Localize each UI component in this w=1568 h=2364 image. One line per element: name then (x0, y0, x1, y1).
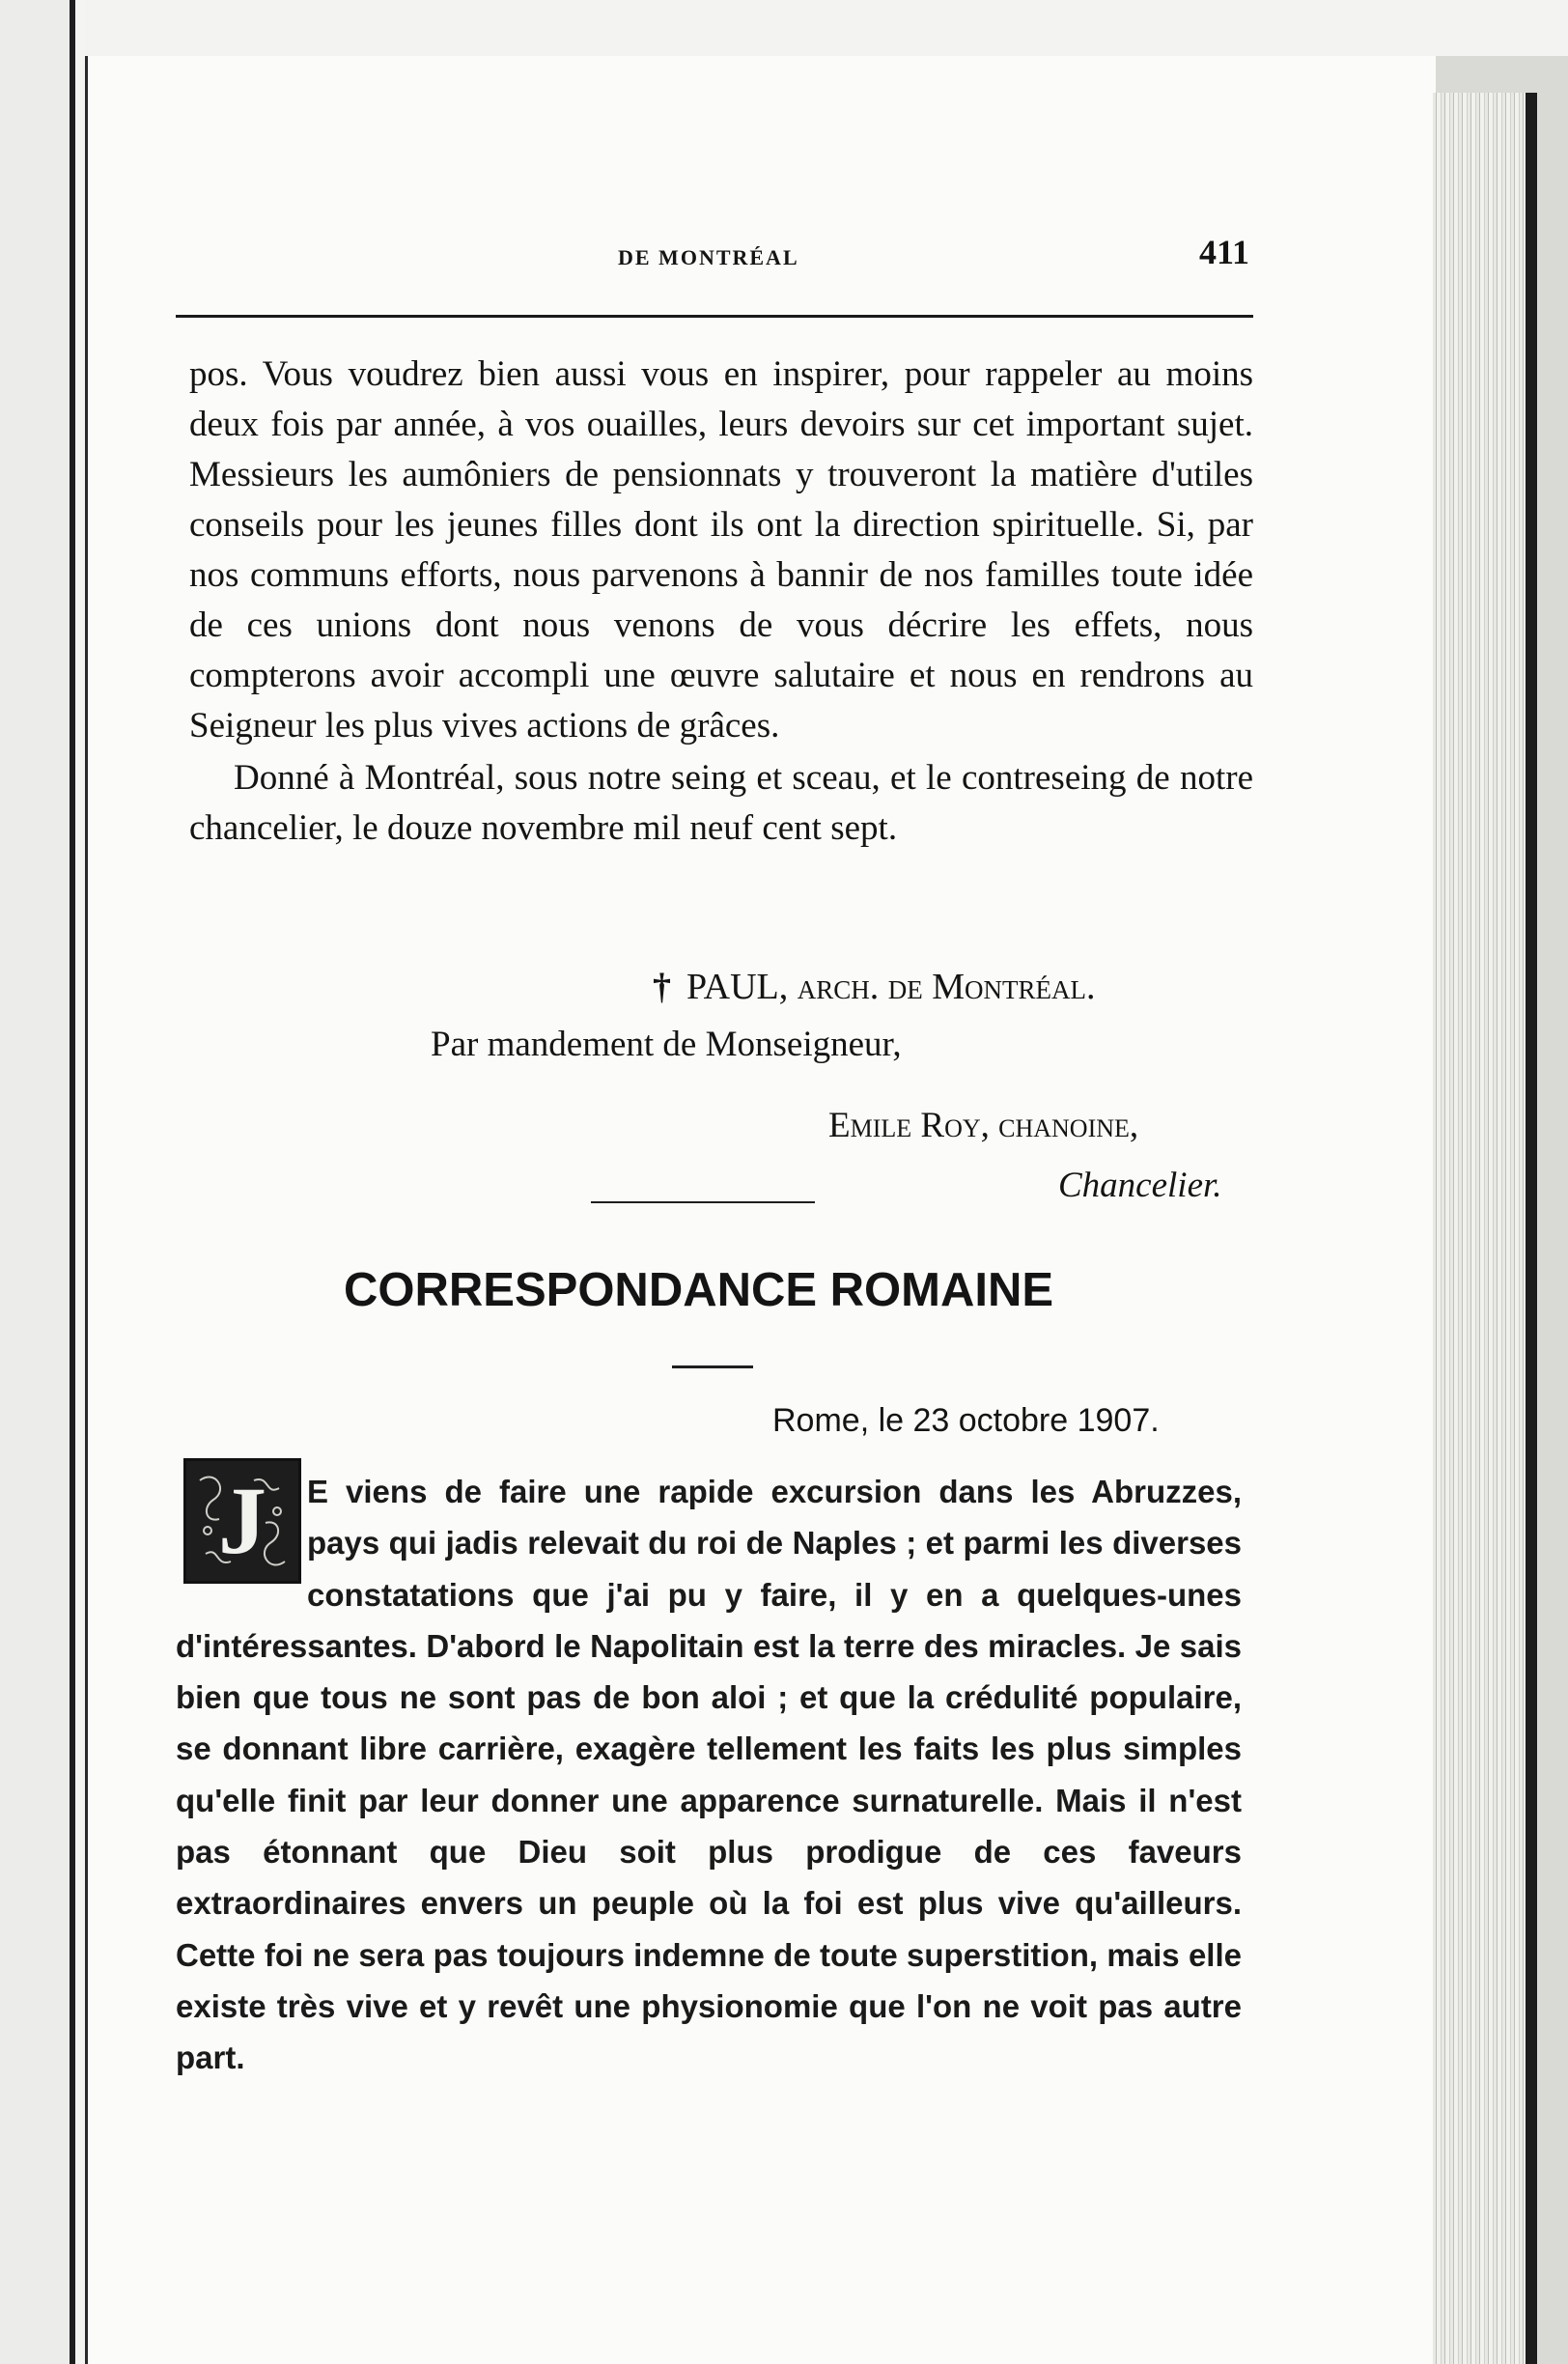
archbishop-signature (653, 966, 1096, 1008)
letter-text (189, 350, 1253, 854)
drop-cap-letter: J (218, 1467, 266, 1574)
page-edges (1433, 93, 1526, 2364)
signature-name: PAUL, (686, 967, 789, 1007)
scan-top-margin (85, 0, 1568, 56)
title-rule (672, 1365, 753, 1368)
article-title: CORRESPONDANCE ROMAINE (344, 1264, 1054, 1316)
article-text (176, 1466, 1242, 2084)
chancellor-title: Chancelier. (1058, 1166, 1222, 1205)
mandate-line: Par mandement de Monseigneur, (431, 1025, 902, 1064)
running-head: DE MONTRÉAL (618, 245, 799, 269)
article-paragraph: E viens de faire une rapide excursion dans les Abruzzes, pays qui jadis relevait du roi de Naples ; et parmi les diverses constatations que j'ai pu y faire, il y en a quelques-unes d'intéressantes. D'abord le Napolitain est la terre des miracles. Je sais bien que tous ne sont pas de bon aloi ; et que la crédulité populaire, se donnant libre carrière, exagère tellement les faits les plus simples qu'elle finit par leur donner une apparence surnaturelle. Mais il n'est pas étonnant que Dieu soit plus prodigue de ces faveurs extraordinaires envers un peuple où la foi est plus vive qu'ailleurs. Cette foi ne sera pas toujours indemne de toute superstition, mais elle existe très vive et y revêt une physionomie que l'on ne voit pas autre part. (176, 1474, 1242, 2076)
book-gutter (75, 0, 85, 2364)
article-dateline: Rome, le 23 octobre 1907. (772, 1402, 1160, 1439)
chancellor-name: Emile Roy, chanoine, (828, 1106, 1139, 1145)
section-separator (591, 1201, 815, 1203)
header-rule (176, 315, 1253, 318)
drop-cap-space (176, 1466, 307, 1611)
cross-icon: † (653, 967, 671, 1007)
book-cover-edge (1526, 93, 1537, 2364)
page-number: 411 (1199, 233, 1250, 271)
signature-title: arch. de Montréal. (797, 967, 1096, 1007)
letter-paragraph: pos. Vous voudrez bien aussi vous en inspirer, pour rappeler au moins deux fois par année, à vos ouailles, leurs devoirs sur cet important sujet. Messieurs les aumôniers de pensionnats y trouveront la matière d'utiles conseils pour les jeunes filles dont ils ont la direction spirituelle. Si, par nos communs efforts, nous parvenons à bannir de nos familles toute idée de ces unions dont nous venons de vous décrire les effets, nous compterons avoir accompli une œuvre salutaire et nous en rendrons au Seigneur les plus vives actions de grâces. (189, 354, 1253, 746)
previous-page-edge (0, 0, 75, 2364)
letter-closing-paragraph: Donné à Montréal, sous notre seing et sceau, et le contreseing de notre chancelier, le douze novembre mil neuf cent sept. (189, 758, 1253, 848)
